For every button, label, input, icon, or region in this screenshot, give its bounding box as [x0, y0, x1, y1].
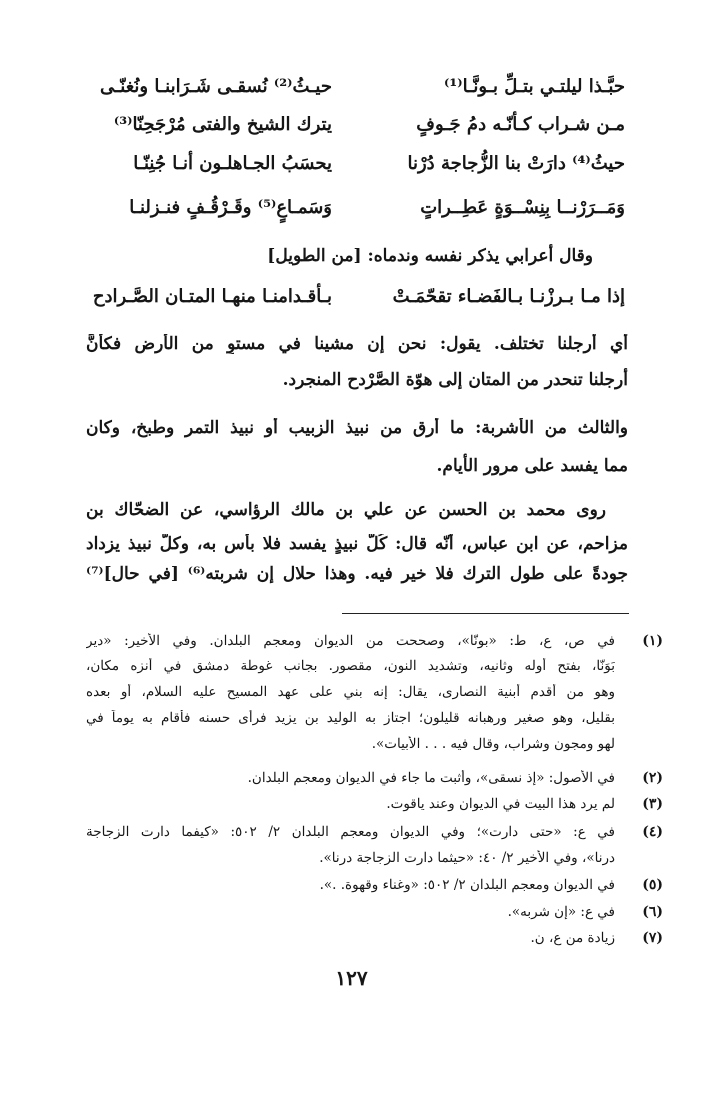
footnote-4: [86, 824, 663, 876]
third-drink-line-2: مما يفسد على مرور الأيام.: [436, 456, 628, 476]
footnote-1-line-1: في ص، ع، ط: «بونّا»، وصححت من الديوان ومعجم البلدان. وفي الأخير: «دير: [86, 633, 615, 649]
third-drink-line-1: [86, 418, 628, 438]
verse-2-right: مـن شـراب كـأنّـه دمُ جَـوفٍ: [416, 114, 625, 135]
footnote-3: [86, 796, 663, 822]
narration-line-3: جودةً على طول الترك فلا خير فيه. وهذا حلال إن شربته⁽⁶⁾ [في حال]⁽⁷⁾: [86, 564, 628, 584]
verse-intro: وقال أعرابي يذكر نفسه وندماه: [من الطويل]: [267, 246, 593, 266]
footnote-1-line-3: وهو من أقدم أبنية النصارى، يقال: إنه بني على عهد المسيح عليه السلام، أو بعده: [86, 684, 615, 700]
footnote-separator: [342, 613, 629, 614]
footnote-6-line-1: في ع: «إن شربه».: [507, 904, 615, 920]
verse-4-left: وَسَمـاعٍ⁽⁵⁾ وقَـرْقُـفٍ فنـزلنـا: [129, 197, 332, 218]
footnote-2-number: (٢): [642, 770, 663, 786]
third-drink-text: ما أرق من نبيذ الزبيب أو نبيذ التمر وطبخ، وكان: [86, 418, 465, 438]
footnote-7-number: (٧): [642, 930, 663, 946]
footnote-7-line-1: زيادة من ع، ن.: [530, 930, 615, 946]
footnote-6: [86, 904, 663, 930]
footnote-5-line-1: في الديوان ومعجم البلدان ٢/ ٥٠٢: «وغناء وقهوة. .».: [319, 877, 615, 893]
footnote-1: [86, 633, 663, 763]
narration-line-2: مزاحم، عن ابن عباس، أنّه قال: كُلُّ نبيذٍ يفسد فلا بأس به، وكلّ نبيذ يزداد: [86, 534, 628, 554]
footnote-1-line-5: لهو ومجون وشراب، وقال فيه . . . الأبيات».: [371, 736, 615, 752]
footnote-1-number: (١): [642, 633, 663, 649]
verse-2-left: يترك الشيخ والفتى مُرْجَحِنّا⁽³⁾: [113, 114, 332, 135]
footnote-5: [86, 877, 663, 903]
verse-5-right: إذا مـا بـرزْنـا بـالفَضـاء تقحّمَـتْ: [392, 286, 625, 307]
verse-1-right: حبَّـذا ليلتـي بتـلِّ بـونَّـا⁽¹⁾: [444, 76, 625, 97]
footnote-1-line-2: بَوَنّا، بفتح أوله وثانيه، وتشديد النون، مقصور. بجانب غوطة دمشق في أنزه مكان،: [86, 658, 615, 674]
verse-3-left: يحسَبُ الجـاهلـون أنـا جُنِنّـا: [133, 153, 332, 174]
third-drink-heading: والثالث من الأشربة:: [475, 418, 628, 438]
explanation-line-2: أرجلنا تنحدر من المتان إلى هوّة الصَّرْدح المنجرد.: [282, 370, 628, 390]
footnote-4-line-2: درنا»، وفي الأخير ٢/ ٤٠: «حيثما دارت الزجاجة درنا».: [319, 850, 615, 866]
verse-3-right: حيثُ⁽⁴⁾ دارَتْ بنا الزُّجاجة دُرْنا: [407, 153, 625, 174]
footnote-7: [86, 930, 663, 956]
footnote-1-line-4: بقليل، وهو صغير ورهبانه قليلون؛ اجتاز به الوليد بن يزيد فرأى حسنه فأقام به يوماً في: [86, 710, 615, 726]
footnote-5-number: (٥): [642, 877, 663, 893]
footnote-4-number: (٤): [642, 824, 663, 840]
footnote-3-line-1: لم يرد هذا البيت في الديوان وعند ياقوت.: [386, 796, 615, 812]
footnote-2: [86, 770, 663, 796]
footnote-4-line-1: في ع: «حتى دارت»؛ وفي الديوان ومعجم البلدان ٢/ ٥٠٢: «كيفما دارت الزجاجة: [86, 824, 615, 840]
verse-4-right: وَمَــرَرْنــا بِنِسْــوَةٍ عَطِــراتٍ: [420, 197, 625, 218]
footnote-2-line-1: في الأصول: «إذ نسقى»، وأثبت ما جاء في الديوان ومعجم البلدان.: [247, 770, 615, 786]
narration-line-1: روى محمد بن الحسن عن علي بن مالك الرؤاسي، عن الضحّاك بن: [86, 500, 606, 520]
verse-1-left: حيـثُ⁽²⁾ نُسقـى شَـرَابنـا ونُغنّـى: [100, 76, 332, 97]
page-number: ١٢٧: [335, 966, 368, 990]
footnote-3-number: (٣): [642, 796, 663, 812]
verse-5-left: بـأقـدامنـا منهـا المتـان الصَّـرادح: [92, 286, 332, 307]
explanation-line-1: أي أرجلنا تختلف. يقول: نحن إن مشينا في مستوٍ من الأرض فكأنَّ: [86, 334, 628, 354]
footnote-6-number: (٦): [642, 904, 663, 920]
